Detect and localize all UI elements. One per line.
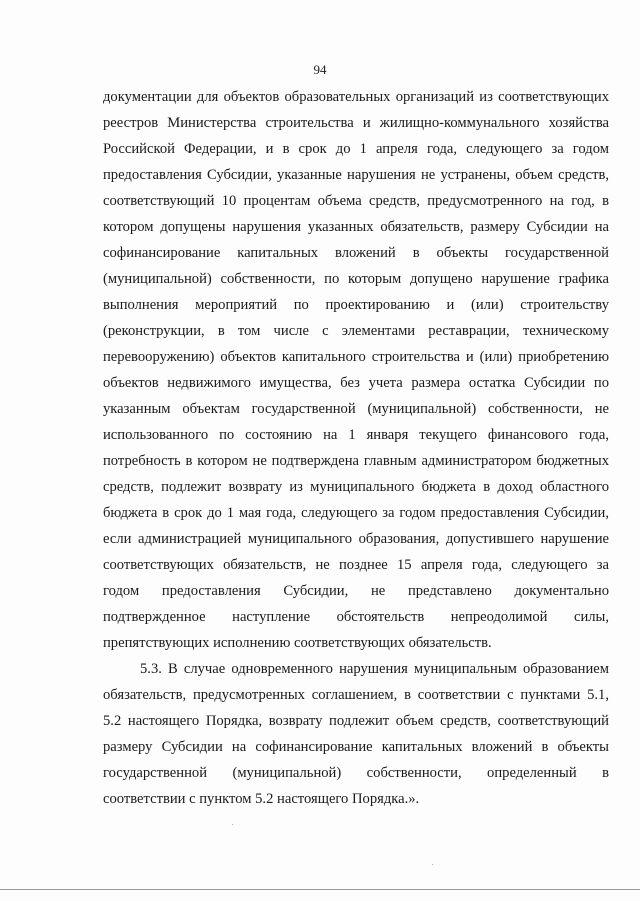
text-line: обязательств, предусмотренных соглашением, в соответствии с пунктами 5.1,	[103, 687, 609, 703]
text-line: (муниципальной) собственности, по которым допущено нарушение графика	[103, 271, 609, 287]
text-line: Российской Федерации, и в срок до 1 апреля года, следующего за годом	[103, 141, 609, 157]
text-line: размеру Субсидии на софинансирование капитальных вложений в объекты	[103, 739, 609, 755]
text-line: препятствующих исполнению соответствующих обязательств.	[103, 635, 492, 651]
text-line: потребность в котором не подтверждена главным администратором бюджетных	[103, 453, 609, 469]
text-line: софинансирование капитальных вложений в объекты государственной	[103, 245, 609, 261]
text-line: средств, подлежит возврату из муниципального бюджета в доход областного	[103, 479, 609, 495]
scan-speck	[232, 824, 233, 825]
text-line: соответствующий 10 процентам объема средств, предусмотренного на год, в	[103, 193, 609, 209]
text-line: предоставления Субсидии, указанные нарушения не устранены, объем средств,	[103, 167, 609, 183]
text-line: государственной (муниципальной) собственности, определенный в	[103, 765, 609, 781]
text-line: указанным объектам государственной (муниципальной) собственности, не	[103, 401, 609, 417]
text-line: 5.3. В случае одновременного нарушения муниципальным образованием	[140, 661, 609, 677]
text-line: если администрацией муниципального образования, допустившего нарушение	[103, 531, 609, 547]
text-line: реестров Министерства строительства и жилищно-коммунального хозяйства	[103, 115, 609, 131]
text-line: котором допущены нарушения указанных обязательств, размеру Субсидии на	[103, 219, 609, 235]
text-line: 5.2 настоящего Порядка, возврату подлежит объем средств, соответствующий	[103, 713, 609, 729]
text-line: использованного по состоянию на 1 января текущего финансового года,	[103, 427, 609, 443]
text-line: документации для объектов образовательных организаций из соответствующих	[103, 89, 609, 105]
text-line: бюджета в срок до 1 мая года, следующего за годом предоставления Субсидии,	[103, 505, 609, 521]
scan-edge-line	[0, 889, 640, 890]
text-line: (реконструкции, в том числе с элементами реставрации, техническому	[103, 323, 609, 339]
text-line: соответствии с пунктом 5.2 настоящего Порядка.».	[103, 791, 420, 807]
text-line: перевооружению) объектов капитального строительства и (или) приобретению	[103, 349, 609, 365]
page-number: 94	[313, 62, 327, 77]
text-line: объектов недвижимого имущества, без учета размера остатка Субсидии по	[103, 375, 609, 391]
text-line: годом предоставления Субсидии, не представлено документально	[103, 583, 609, 599]
text-line: соответствующих обязательств, не позднее 15 апреля года, следующего за	[103, 557, 609, 573]
text-line: выполнения мероприятий по проектированию и (или) строительству	[103, 297, 609, 313]
scan-speck	[432, 864, 433, 865]
text-line: подтвержденное наступление обстоятельств непреодолимой силы,	[103, 609, 609, 625]
